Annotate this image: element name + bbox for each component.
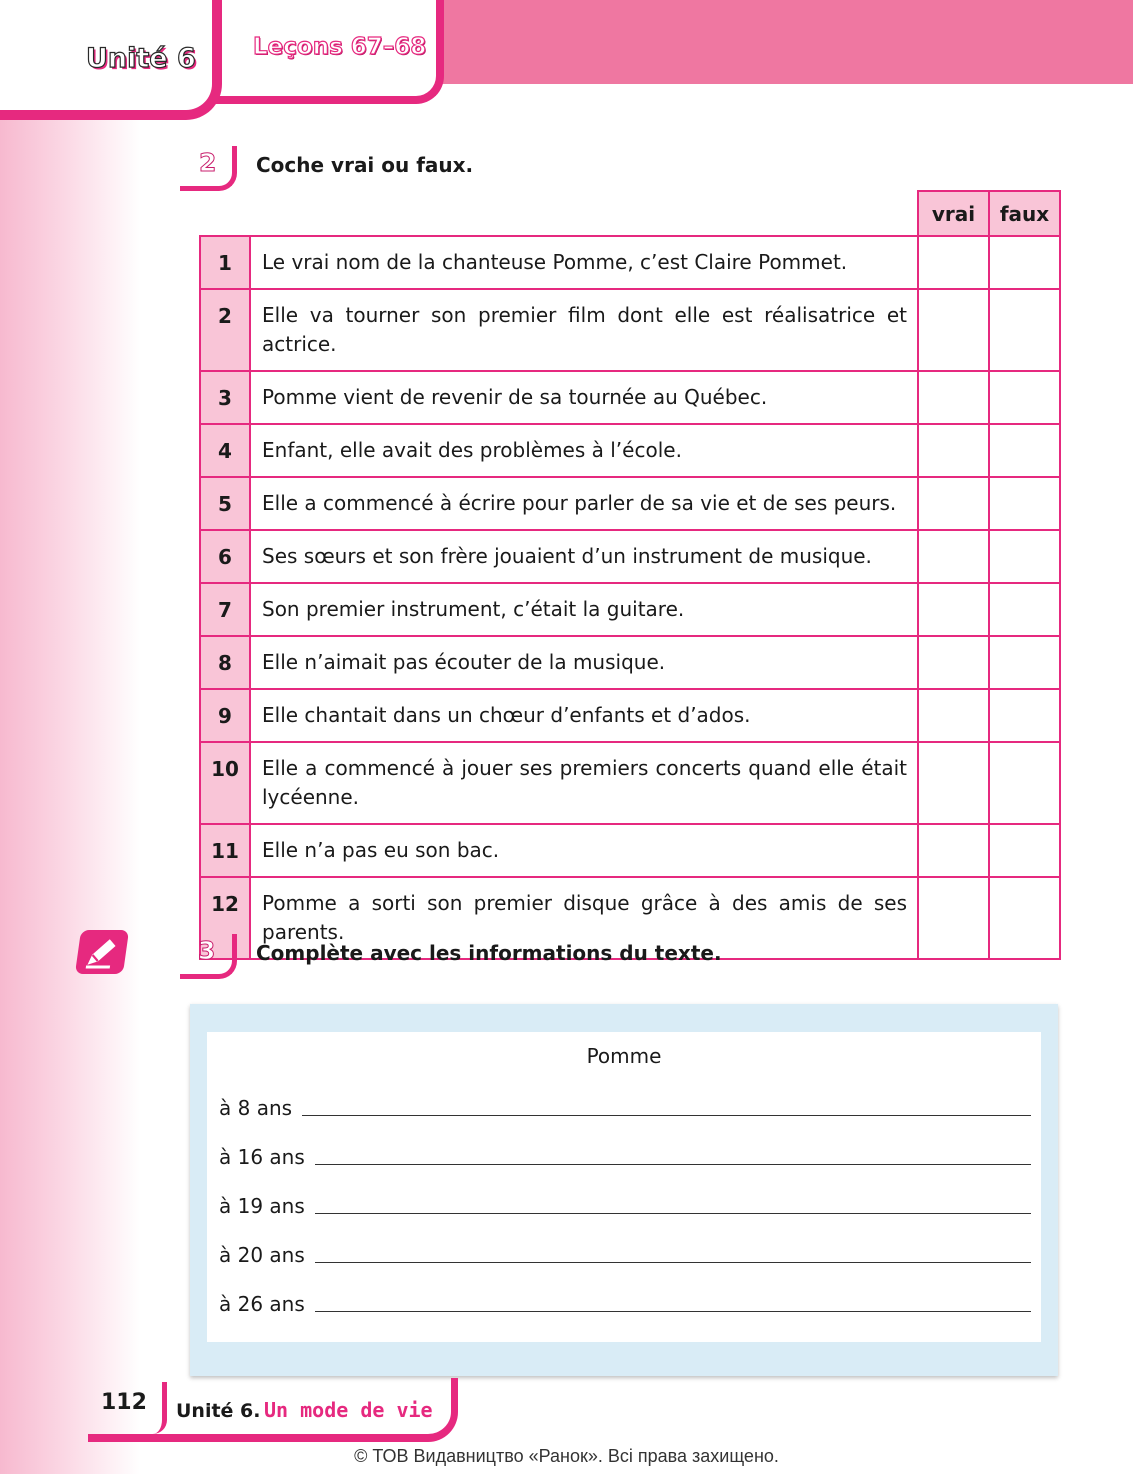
vrai-checkbox-cell[interactable]	[918, 636, 989, 689]
notepaper-box	[190, 1004, 1058, 1376]
vrai-checkbox-cell[interactable]	[918, 424, 989, 477]
true-false-table	[199, 190, 1061, 960]
table-row	[200, 371, 1060, 424]
statement-number: 4	[200, 424, 250, 477]
vrai-checkbox-cell[interactable]	[918, 877, 989, 959]
page-number-separator	[148, 1382, 167, 1434]
pencil-icon	[75, 930, 129, 974]
faux-checkbox-cell[interactable]	[989, 824, 1060, 877]
answer-line[interactable]	[315, 1261, 1031, 1263]
table-row	[200, 530, 1060, 583]
age-row	[219, 1139, 1031, 1169]
age-row	[219, 1090, 1031, 1120]
exercise-3-number: 3	[198, 936, 216, 965]
answer-line[interactable]	[302, 1114, 1031, 1116]
faux-checkbox-cell[interactable]	[989, 583, 1060, 636]
statement-number: 8	[200, 636, 250, 689]
notepaper-title: Pomme	[586, 1044, 662, 1068]
answer-line[interactable]	[315, 1163, 1031, 1165]
age-label: à 16 ans	[219, 1145, 305, 1169]
age-label: à 26 ans	[219, 1292, 305, 1316]
statement-number: 10	[200, 742, 250, 824]
table-row	[200, 742, 1060, 824]
vrai-checkbox-cell[interactable]	[918, 689, 989, 742]
faux-checkbox-cell[interactable]	[989, 742, 1060, 824]
vrai-checkbox-cell[interactable]	[918, 236, 989, 289]
vrai-checkbox-cell[interactable]	[918, 530, 989, 583]
age-row	[219, 1286, 1031, 1316]
table-row	[200, 583, 1060, 636]
table-row	[200, 424, 1060, 477]
faux-checkbox-cell[interactable]	[989, 371, 1060, 424]
unit-badge: Unité 6	[86, 43, 196, 74]
statement-text: Elle n’aimait pas écouter de la musique.	[250, 636, 918, 689]
answer-line[interactable]	[315, 1212, 1031, 1214]
lessons-badge: Leçons 67–68	[253, 34, 427, 60]
age-label: à 19 ans	[219, 1194, 305, 1218]
statement-text: Pomme a sorti son premier disque grâce à des amis de ses parents.	[250, 877, 918, 959]
faux-checkbox-cell[interactable]	[989, 236, 1060, 289]
vrai-checkbox-cell[interactable]	[918, 477, 989, 530]
answer-line[interactable]	[315, 1310, 1031, 1312]
vrai-checkbox-cell[interactable]	[918, 371, 989, 424]
age-label: à 20 ans	[219, 1243, 305, 1267]
statement-text: Elle a commencé à écrire pour parler de sa vie et de ses peurs.	[250, 477, 918, 530]
column-vrai-header: vrai	[918, 191, 989, 236]
statement-text: Pomme vient de revenir de sa tournée au Québec.	[250, 371, 918, 424]
footer-unit: Unité 6.	[176, 1400, 261, 1422]
statement-number: 12	[200, 877, 250, 959]
notepaper-sheet	[207, 1032, 1041, 1342]
statement-number: 11	[200, 824, 250, 877]
exercise-2-number: 2	[199, 148, 217, 177]
vrai-checkbox-cell[interactable]	[918, 289, 989, 371]
exercise-2-title: Coche vrai ou faux.	[256, 153, 474, 177]
table-row	[200, 236, 1060, 289]
faux-checkbox-cell[interactable]	[989, 424, 1060, 477]
age-row	[219, 1237, 1031, 1267]
table-row	[200, 636, 1060, 689]
statement-number: 9	[200, 689, 250, 742]
statement-number: 5	[200, 477, 250, 530]
table-row	[200, 289, 1060, 371]
statement-number: 7	[200, 583, 250, 636]
statement-text: Le vrai nom de la chanteuse Pomme, c’est Claire Pommet.	[250, 236, 918, 289]
left-decorative-strip	[0, 0, 140, 1474]
table-row	[200, 824, 1060, 877]
exercise-3-title: Complète avec les informations du texte.	[256, 941, 722, 965]
statement-text: Elle va tourner son premier film dont elle est réalisatrice et actrice.	[250, 289, 918, 371]
faux-checkbox-cell[interactable]	[989, 477, 1060, 530]
statement-text: Elle n’a pas eu son bac.	[250, 824, 918, 877]
faux-checkbox-cell[interactable]	[989, 636, 1060, 689]
vrai-checkbox-cell[interactable]	[918, 824, 989, 877]
page-number: 112	[101, 1390, 147, 1415]
statement-number: 2	[200, 289, 250, 371]
footer-theme: Un mode de vie	[264, 1398, 433, 1422]
column-faux-header: faux	[989, 191, 1060, 236]
faux-checkbox-cell[interactable]	[989, 877, 1060, 959]
statement-text: Son premier instrument, c’était la guitare.	[250, 583, 918, 636]
faux-checkbox-cell[interactable]	[989, 530, 1060, 583]
statement-text: Elle chantait dans un chœur d’enfants et d’ados.	[250, 689, 918, 742]
copyright-notice: © ТОВ Видавництво «Ранок». Всі права захищено.	[354, 1446, 779, 1466]
table-row	[200, 477, 1060, 530]
faux-checkbox-cell[interactable]	[989, 689, 1060, 742]
vrai-checkbox-cell[interactable]	[918, 583, 989, 636]
statement-text: Ses sœurs et son frère jouaient d’un instrument de musique.	[250, 530, 918, 583]
age-label: à 8 ans	[219, 1096, 293, 1120]
table-blank-header	[200, 191, 918, 236]
header-band	[430, 0, 1133, 84]
age-row	[219, 1188, 1031, 1218]
vrai-checkbox-cell[interactable]	[918, 742, 989, 824]
faux-checkbox-cell[interactable]	[989, 289, 1060, 371]
table-row	[200, 689, 1060, 742]
statement-text: Enfant, elle avait des problèmes à l’école.	[250, 424, 918, 477]
statement-number: 3	[200, 371, 250, 424]
statement-text: Elle a commencé à jouer ses premiers concerts quand elle était lycéenne.	[250, 742, 918, 824]
statement-number: 1	[200, 236, 250, 289]
statement-number: 6	[200, 530, 250, 583]
